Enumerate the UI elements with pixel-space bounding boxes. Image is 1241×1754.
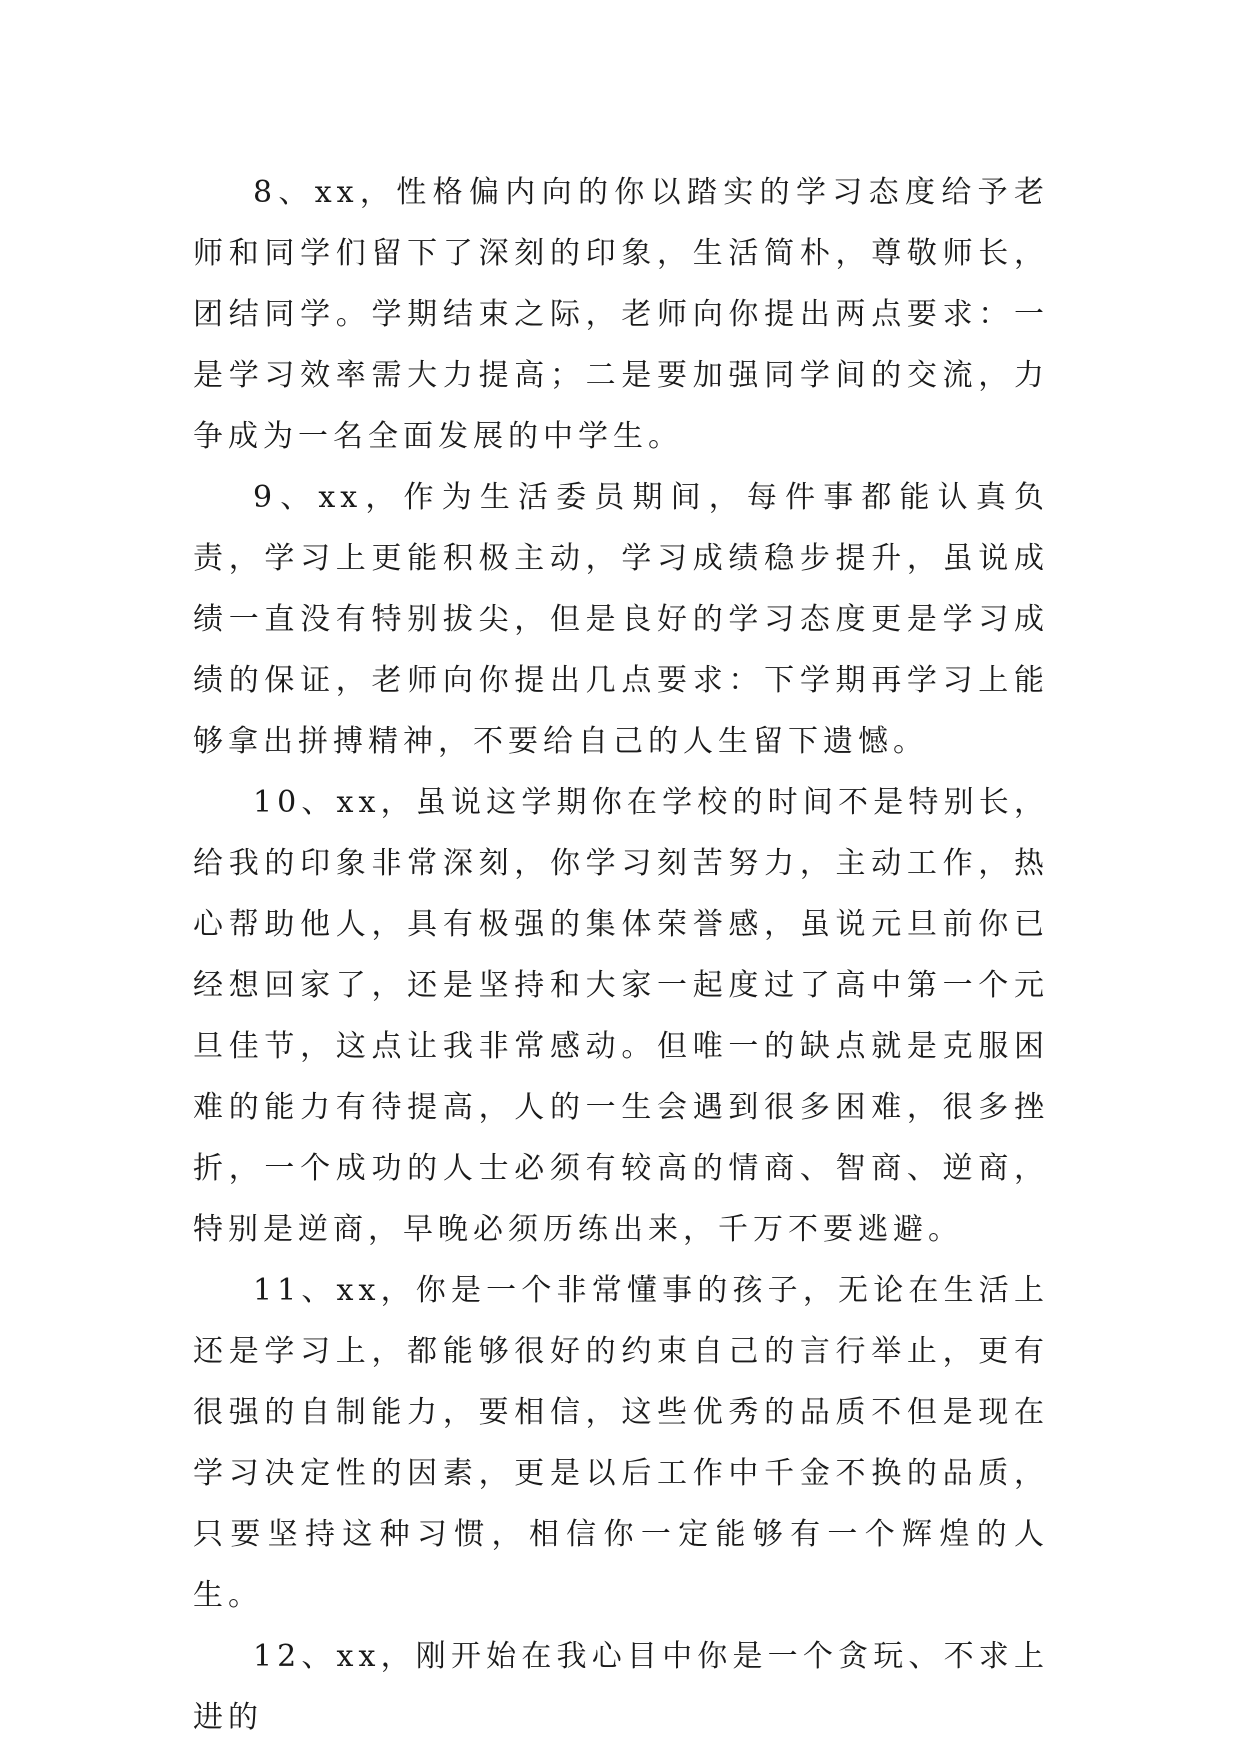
comment-paragraph-12: 12、xx，刚开始在我心目中你是一个贪玩、不求上进的 (193, 1639, 1049, 1735)
comment-paragraph-11: 11、xx，你是一个非常懂事的孩子，无论在生活上还是学习上，都能够很好的约束自己的言行举止，更有很强的自制能力，要相信，这些优秀的品质不但是现在学习决定性的因素，更是以后工作中千金不换的品质，只要坚持这种习惯，相信你一定能够有一个辉煌的人生。 (193, 1273, 1049, 1613)
comment-paragraph-8: 8、xx，性格偏内向的你以踏实的学习态度给予老师和同学们留下了深刻的印象，生活简朴，尊敬师长，团结同学。学期结束之际，老师向你提出两点要求：一是学习效率需大力提高；二是要加强同学间的交流，力争成为一名全面发展的中学生。 (193, 175, 1049, 454)
comment-paragraph-10: 10、xx，虽说这学期你在学校的时间不是特别长，给我的印象非常深刻，你学习刻苦努力，主动工作，热心帮助他人，具有极强的集体荣誉感，虽说元旦前你已经想回家了，还是坚持和大家一起度过了高中第一个元旦佳节，这点让我非常感动。但唯一的缺点就是克服困难的能力有待提高，人的一生会遇到很多困难，很多挫折，一个成功的人士必须有较高的情商、智商、逆商，特别是逆商，早晚必须历练出来，千万不要逃避。 (193, 785, 1049, 1247)
comment-paragraph-9: 9、xx，作为生活委员期间，每件事都能认真负责，学习上更能积极主动，学习成绩稳步提升，虽说成绩一直没有特别拔尖，但是良好的学习态度更是学习成绩的保证，老师向你提出几点要求：下学期再学习上能够拿出拼搏精神，不要给自己的人生留下遗憾。 (193, 480, 1049, 759)
document-body (193, 162, 1049, 1748)
